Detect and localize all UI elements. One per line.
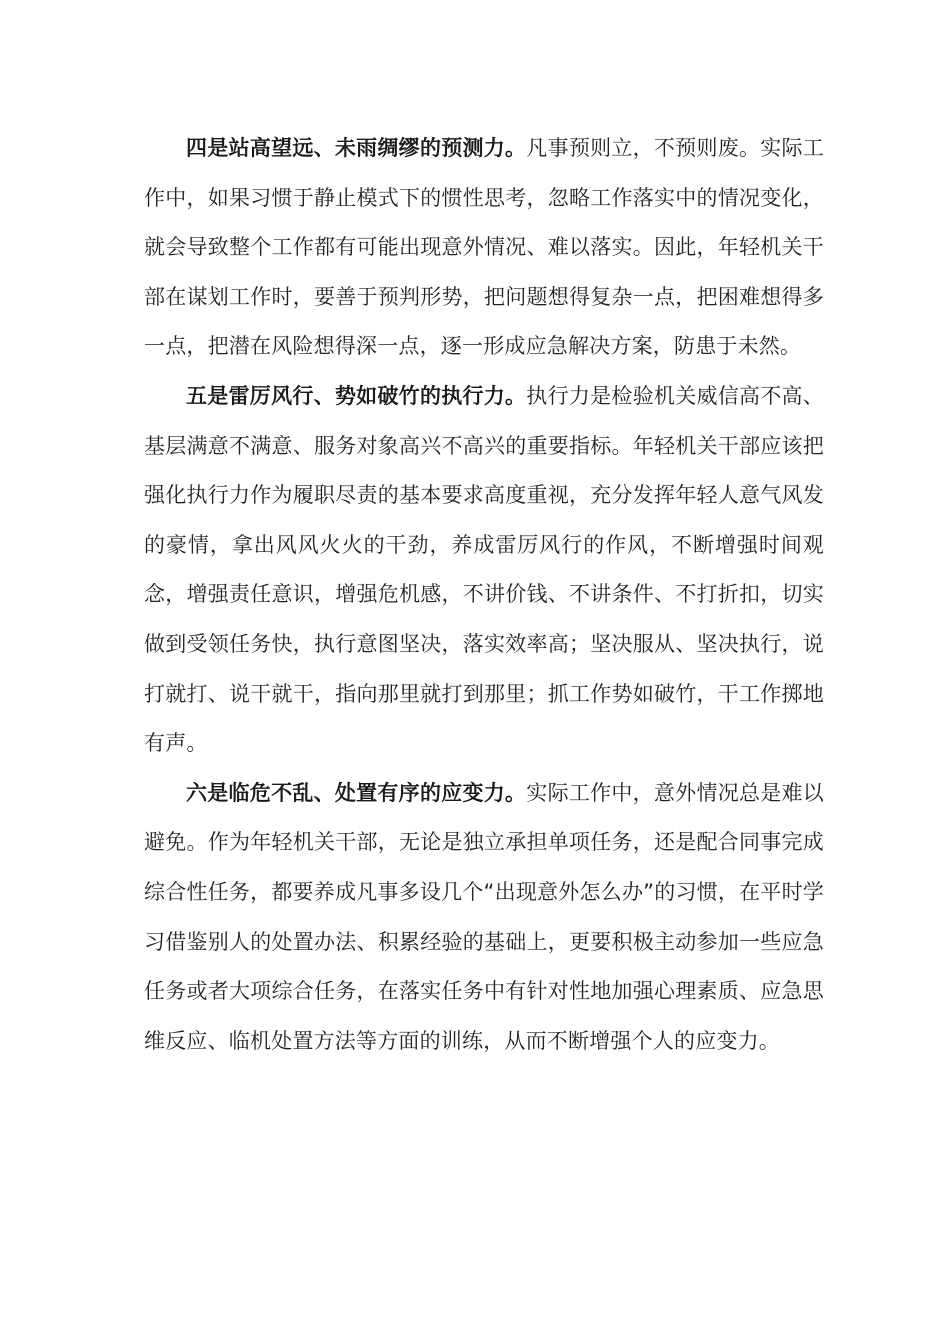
paragraph-adaptability <box>144 769 824 1067</box>
paragraph-text: 实际工作中，意外情况总是难以避免。作为年轻机关干部，无论是独立承担单项任务，还是配合同事完成综合性任务，都要养成凡事多设几个“出现意外怎么办”的习惯，在平时学习借鉴别人的处置办法、积累经验的基础上，更要积极主动参加一些应急任务或者大项综合任务，在落实任务中有针对性地加强心理素质、应急思维反应、临机处置方法等方面的训练，从而不断增强个人的应变力。 <box>144 780 824 1053</box>
paragraph-text: 凡事预则立，不预则废。实际工作中，如果习惯于静止模式下的惯性思考，忽略工作落实中的情况变化，就会导致整个工作都有可能出现意外情况、难以落实。因此，年轻机关干部在谋划工作时，要善于预判形势，把问题想得复杂一点，把困难想得多一点，把潜在风险想得深一点，逐一形成应急解决方案，防患于未然。 <box>144 136 824 359</box>
paragraph-text: 执行力是检验机关威信高不高、基层满意不满意、服务对象高兴不高兴的重要指标。年轻机关干部应该把强化执行力作为履职尽责的基本要求高度重视，充分发挥年轻人意气风发的豪情，拿出风风火火的干劲，养成雷厉风行的作风，不断增强时间观念，增强责任意识，增强危机感，不讲价钱、不讲条件、不打折扣，切实做到受领任务快，执行意图坚决，落实效率高；坚决服从、坚决执行，说打就打、说干就干，指向那里就打到那里；抓工作势如破竹，干工作掷地有声。 <box>144 383 824 756</box>
paragraph-heading: 五是雷厉风行、势如破竹的执行力。 <box>186 383 527 408</box>
paragraph-heading: 四是站高望远、未雨绸缪的预测力。 <box>186 136 527 160</box>
paragraph-heading: 六是临危不乱、处置有序的应变力。 <box>186 780 527 805</box>
paragraph-execution <box>144 372 824 769</box>
paragraph-prediction <box>144 124 824 372</box>
document-body <box>144 124 824 1066</box>
